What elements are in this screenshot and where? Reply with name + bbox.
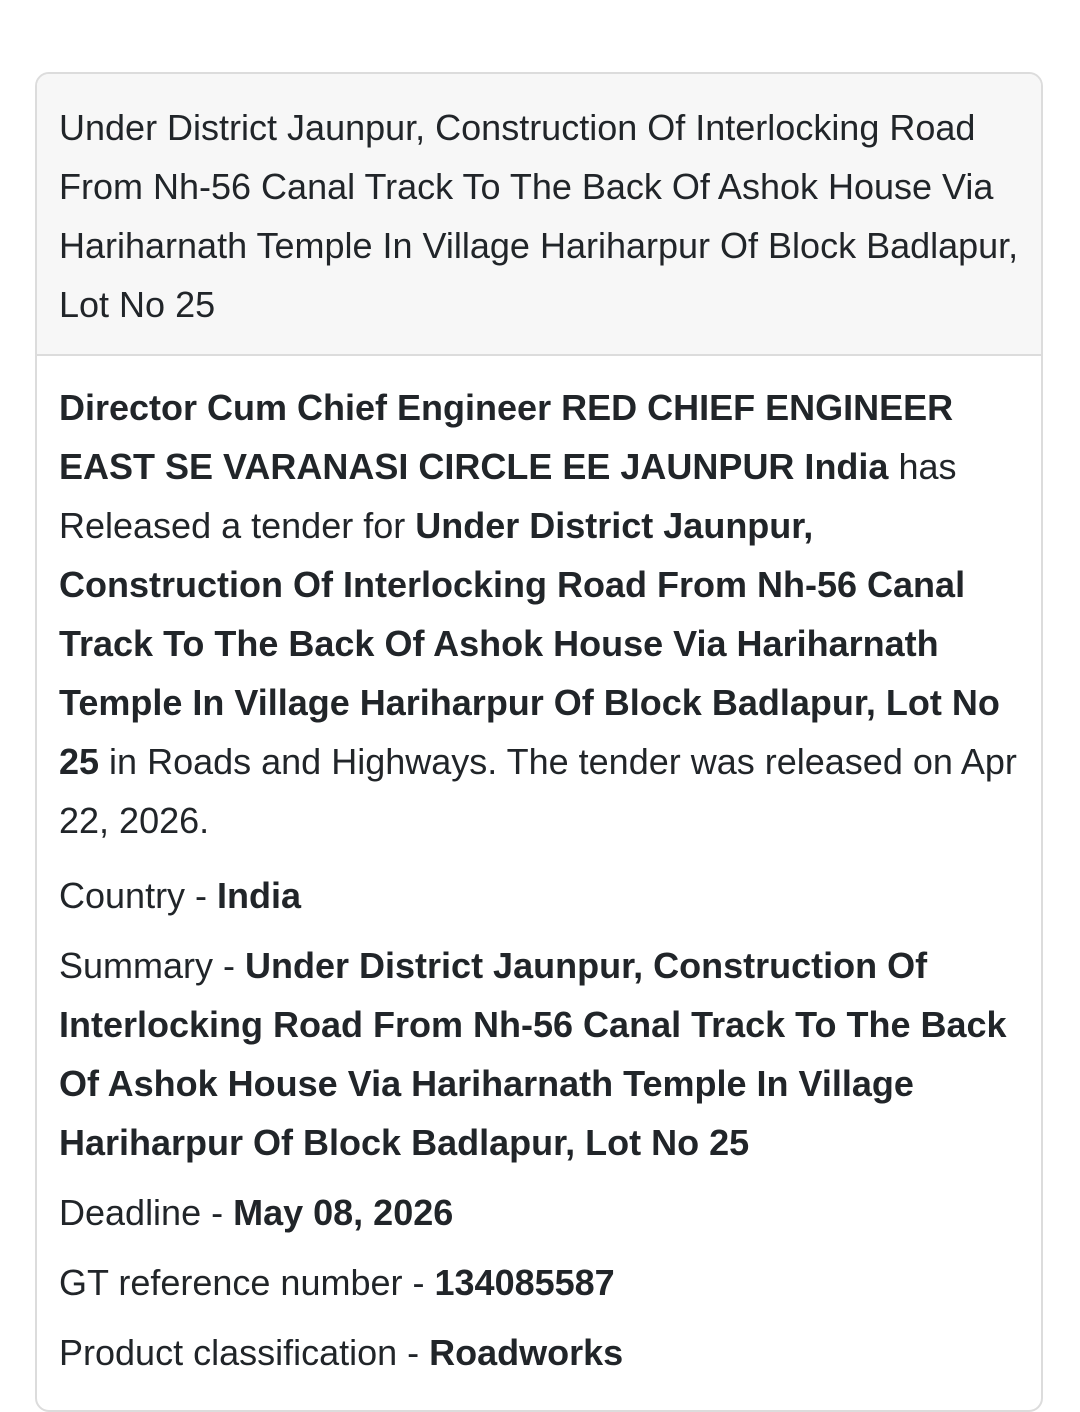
tender-card-body xyxy=(37,356,1041,1382)
product-classification-row xyxy=(59,1323,1019,1382)
deadline-row xyxy=(59,1183,1019,1242)
deadline-value: May 08, 2026 xyxy=(233,1192,454,1233)
gt-reference-label: GT reference number - xyxy=(59,1262,435,1303)
description-text-2: in Roads and Highways. The tender was released on Apr 22, 2026. xyxy=(59,741,1017,841)
summary-value: Under District Jaunpur, Construction Of Interlocking Road From Nh-56 Canal Track To The Back Of Ashok House Via Hariharnath Temple In Village Hariharpur Of Block Badlapur, Lot No 25 xyxy=(59,945,1007,1163)
gt-reference-value: 134085587 xyxy=(434,1262,615,1303)
country-value: India xyxy=(217,875,302,916)
gt-reference-row xyxy=(59,1253,1019,1312)
description-text-1: has Released a tender for xyxy=(59,446,957,546)
country-label: Country - xyxy=(59,875,218,916)
tender-card xyxy=(35,72,1043,1412)
deadline-label: Deadline - xyxy=(59,1192,234,1233)
tender-card-header xyxy=(37,74,1041,356)
product-classification-label: Product classification - xyxy=(59,1332,430,1373)
description-tender-title: Under District Jaunpur, Construction Of Interlocking Road From Nh-56 Canal Track To The Back Of Ashok House Via Hariharnath Temple In Village Hariharpur Of Block Badlapur, Lot No 25 xyxy=(59,505,1000,782)
tender-title: Under District Jaunpur, Construction Of Interlocking Road From Nh-56 Canal Track To The Back Of Ashok House Via Hariharnath Temple In Village Hariharpur Of Block Badlapur, Lot No 25 xyxy=(59,107,1019,325)
country-row xyxy=(59,866,1019,925)
summary-row xyxy=(59,936,1019,1172)
summary-label: Summary - xyxy=(59,945,246,986)
tender-description xyxy=(59,378,1019,850)
product-classification-value: Roadworks xyxy=(429,1332,624,1373)
issuer-name: Director Cum Chief Engineer RED CHIEF ENGINEER EAST SE VARANASI CIRCLE EE JAUNPUR India xyxy=(59,387,954,487)
